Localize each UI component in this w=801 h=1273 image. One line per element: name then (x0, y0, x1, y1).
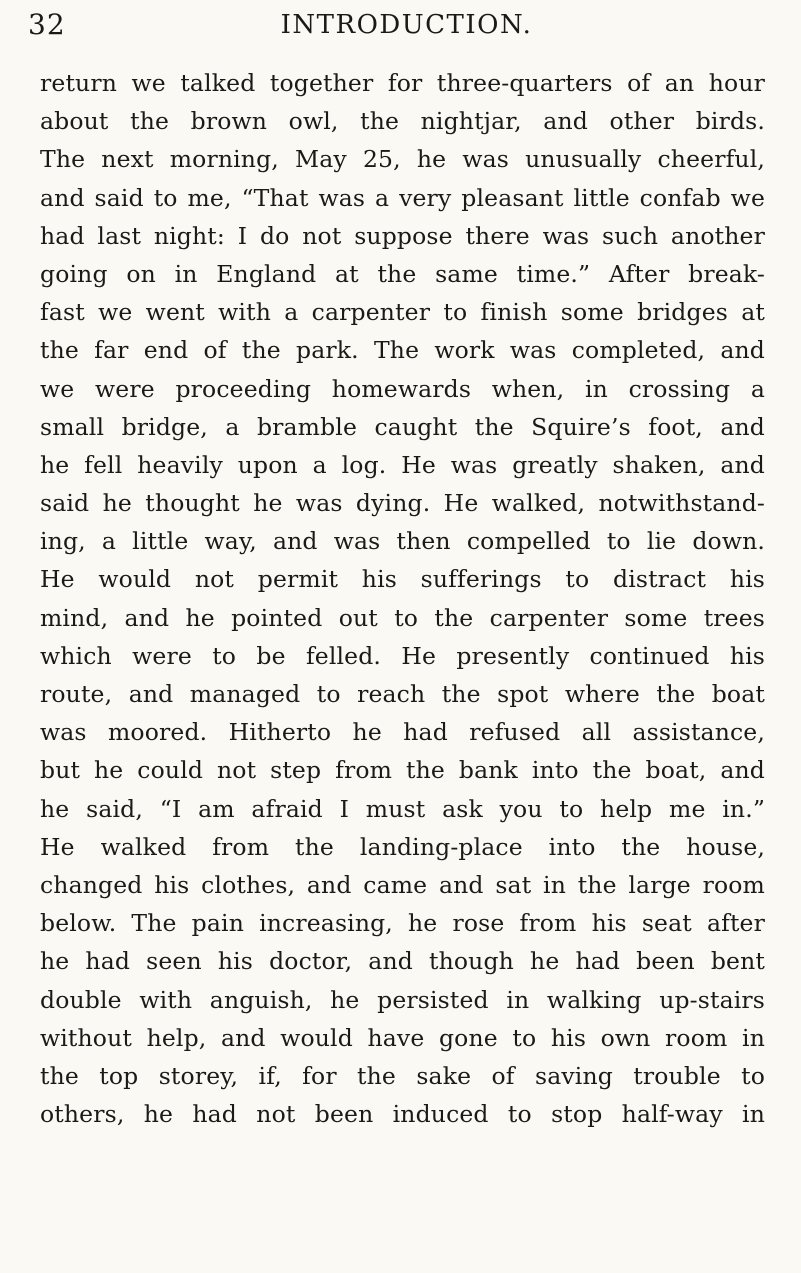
text-line: small bridge, a bramble caught the Squire’s foot, and (40, 412, 765, 441)
text-line: going on in England at the same time.” After break- (40, 259, 765, 288)
text-line: He would not permit his sufferings to distract his (40, 565, 765, 594)
text-line: below. The pain increasing, he rose from his seat after (40, 909, 765, 938)
text-line: route, and managed to reach the spot where the boat (40, 680, 765, 708)
text-line: ing, a little way, and was then compelled to lie down. (40, 527, 765, 556)
text-line: he said, “I am afraid I must ask you to help me in.” (40, 794, 765, 823)
text-line: fast we went with a carpenter to finish some bridges at (40, 298, 765, 327)
text-line: but he could not step from the bank into the boat, and (40, 756, 765, 785)
body-text (40, 64, 765, 1133)
text-line: which were to be felled. He presently continued his (40, 641, 765, 670)
text-line: we were proceeding homewards when, in crossing a (40, 374, 765, 403)
text-line: and said to me, “That was a very pleasant little confab we (40, 183, 765, 212)
text-line: return we talked together for three-quarters of an hour (40, 69, 765, 97)
text-line: had last night: I do not suppose there was such another (40, 221, 765, 250)
text-line: the far end of the park. The work was completed, and (40, 336, 765, 365)
text-line: changed his clothes, and came and sat in the large room (40, 870, 765, 899)
text-line: he had seen his doctor, and though he had been bent (40, 947, 765, 976)
text-line: the top storey, if, for the sake of saving trouble to (40, 1061, 765, 1090)
running-title: INTRODUCTION. (280, 10, 533, 40)
running-head (28, 8, 765, 42)
text-line: The next morning, May 25, he was unusually cheerful, (40, 145, 765, 174)
text-line: was moored. Hitherto he had refused all assistance, (40, 718, 765, 747)
text-line: without help, and would have gone to his own room in (40, 1023, 765, 1052)
text-line: said he thought he was dying. He walked, notwithstand- (40, 489, 765, 518)
text-line: He walked from the landing-place into the house, (40, 832, 765, 861)
text-line: he fell heavily upon a log. He was greatly shaken, and (40, 450, 765, 479)
text-line: double with anguish, he persisted in walking up-stairs (40, 985, 765, 1014)
text-line: about the brown owl, the nightjar, and other birds. (40, 107, 765, 136)
text-line: others, he had not been induced to stop half-way in (40, 1100, 765, 1129)
text-line: mind, and he pointed out to the carpenter some trees (40, 603, 765, 632)
page-number: 32 (28, 8, 66, 41)
